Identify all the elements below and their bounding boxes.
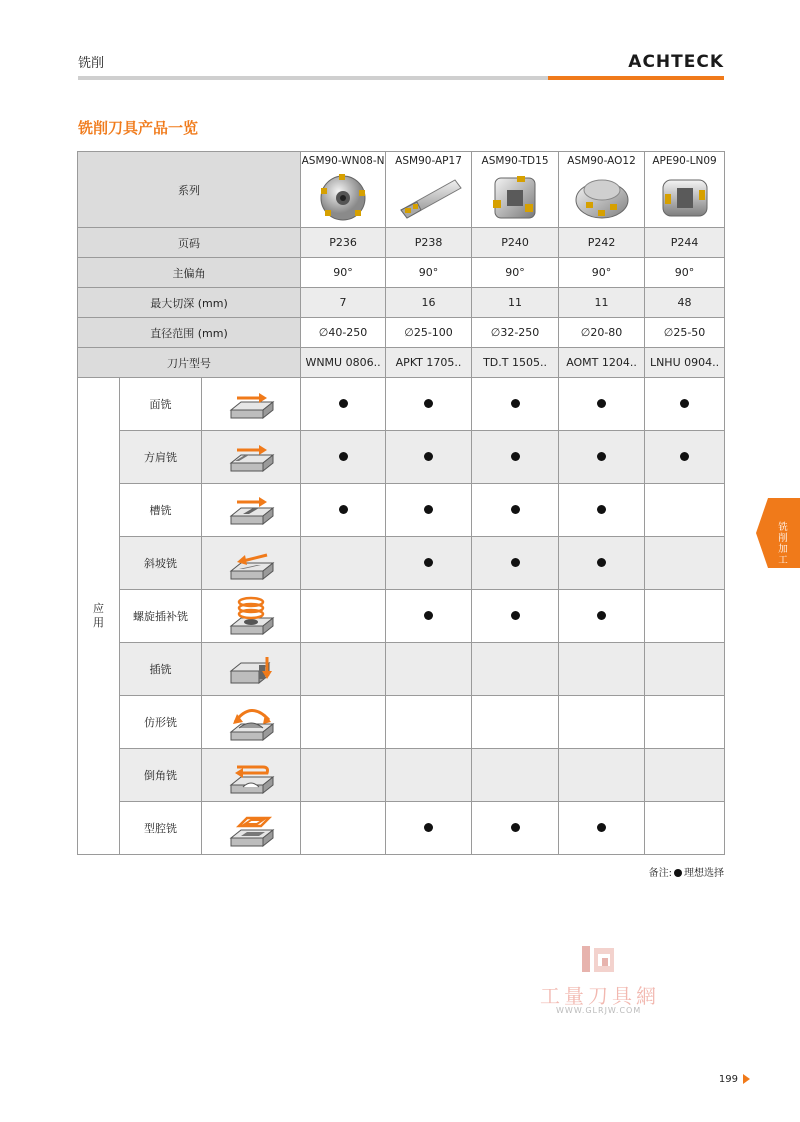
ramping-icon — [223, 573, 279, 586]
product-cell — [472, 152, 559, 228]
spec-label: 主偏角 — [78, 258, 301, 288]
spec-value: P242 — [559, 228, 645, 258]
ideal-choice-dot-icon — [424, 399, 433, 408]
ideal-choice-dot-icon — [339, 399, 348, 408]
application-mark-cell — [301, 431, 386, 484]
application-mark-cell — [386, 802, 472, 855]
face-mill-cutter-icon — [315, 170, 371, 224]
application-mark-cell — [645, 484, 725, 537]
application-mark-cell — [386, 643, 472, 696]
long-edge-cutter-icon — [657, 170, 713, 224]
spec-value: AOMT 1204.. — [559, 348, 645, 378]
spec-value: ∅25-100 — [386, 318, 472, 348]
application-row — [78, 696, 725, 749]
ideal-choice-dot-icon — [339, 452, 348, 461]
application-mark-cell — [472, 431, 559, 484]
application-mark-cell — [472, 749, 559, 802]
application-mark-cell — [386, 749, 472, 802]
application-name: 面铣 — [120, 378, 202, 431]
ideal-choice-dot-icon — [424, 823, 433, 832]
product-cell — [386, 152, 472, 228]
spec-value: P240 — [472, 228, 559, 258]
application-icon-cell — [202, 431, 301, 484]
application-row — [78, 643, 725, 696]
ideal-choice-dot-icon — [597, 823, 606, 832]
ideal-choice-dot-icon — [424, 611, 433, 620]
application-mark-cell — [559, 537, 645, 590]
application-name: 倒角铣 — [120, 749, 202, 802]
ideal-choice-dot-icon — [511, 611, 520, 620]
spec-value: 11 — [559, 288, 645, 318]
shell-mill-cutter-icon — [487, 170, 543, 224]
product-name: ASM90-AO12 — [567, 155, 636, 167]
application-mark-cell — [559, 643, 645, 696]
plunge-milling-icon — [223, 679, 279, 692]
ideal-choice-dot-icon — [424, 558, 433, 567]
ideal-choice-dot-icon — [680, 399, 689, 408]
spec-value: WNMU 0806.. — [301, 348, 386, 378]
spec-value: 90° — [301, 258, 386, 288]
application-mark-cell — [559, 431, 645, 484]
application-mark-cell — [386, 696, 472, 749]
application-row — [78, 590, 725, 643]
spec-value: 7 — [301, 288, 386, 318]
application-icon-cell — [202, 802, 301, 855]
spec-value: ∅25-50 — [645, 318, 725, 348]
header-divider-gray — [78, 76, 548, 80]
application-name: 槽铣 — [120, 484, 202, 537]
application-mark-cell — [472, 802, 559, 855]
application-icon-cell — [202, 643, 301, 696]
application-group-label — [78, 378, 120, 855]
product-name: ASM90-WN08-N — [301, 155, 385, 167]
application-row — [78, 431, 725, 484]
spec-value: 90° — [386, 258, 472, 288]
application-mark-cell — [559, 378, 645, 431]
product-table — [77, 151, 725, 855]
application-icon-cell — [202, 696, 301, 749]
application-icon-cell — [202, 537, 301, 590]
application-mark-cell — [386, 537, 472, 590]
ideal-choice-dot-icon — [339, 505, 348, 514]
application-mark-cell — [301, 590, 386, 643]
application-row — [78, 802, 725, 855]
product-name: ASM90-TD15 — [481, 155, 549, 167]
page-arrow-icon — [743, 1074, 750, 1084]
application-mark-cell — [301, 537, 386, 590]
application-mark-cell — [645, 802, 725, 855]
watermark-url: WWW.GLRJW.COM — [556, 1006, 642, 1015]
note-text: 理想选择 — [684, 868, 724, 879]
header-section-label: 铣削 — [78, 56, 105, 71]
application-icon-cell — [202, 749, 301, 802]
application-name: 方肩铣 — [120, 431, 202, 484]
application-mark-cell — [386, 431, 472, 484]
application-mark-cell — [472, 484, 559, 537]
application-mark-cell — [645, 643, 725, 696]
application-mark-cell — [386, 378, 472, 431]
pocket-milling-icon — [223, 838, 279, 851]
spec-value: 16 — [386, 288, 472, 318]
product-name: ASM90-AP17 — [395, 155, 462, 167]
spec-value: ∅32-250 — [472, 318, 559, 348]
ideal-choice-dot-icon — [424, 505, 433, 514]
application-name: 型腔铣 — [120, 802, 202, 855]
application-row — [78, 749, 725, 802]
product-name: APE90-LN09 — [652, 155, 717, 167]
application-mark-cell — [301, 802, 386, 855]
spec-value: APKT 1705.. — [386, 348, 472, 378]
application-row — [78, 484, 725, 537]
ideal-choice-dot-icon — [674, 869, 682, 877]
spec-row — [78, 318, 725, 348]
ideal-choice-dot-icon — [597, 558, 606, 567]
spec-value: P238 — [386, 228, 472, 258]
spec-value: TD.T 1505.. — [472, 348, 559, 378]
application-name: 仿形铣 — [120, 696, 202, 749]
page-title: 铣削刀具产品一览 — [78, 119, 199, 137]
chamfer-milling-icon — [223, 785, 279, 798]
spec-label: 最大切深 (mm) — [78, 288, 301, 318]
application-name: 斜坡铣 — [120, 537, 202, 590]
slot-milling-icon — [223, 520, 279, 533]
ideal-choice-dot-icon — [511, 823, 520, 832]
brand-logo: ACHTECK — [628, 52, 724, 72]
ideal-choice-dot-icon — [597, 505, 606, 514]
ideal-choice-dot-icon — [597, 399, 606, 408]
ideal-choice-dot-icon — [597, 611, 606, 620]
application-mark-cell — [301, 378, 386, 431]
product-cell — [301, 152, 386, 228]
application-mark-cell — [645, 749, 725, 802]
application-group-text: 应用 — [93, 602, 104, 629]
side-tab-label: 铣削加工 — [778, 522, 788, 566]
application-mark-cell — [472, 537, 559, 590]
product-header-row — [78, 152, 725, 228]
spec-value: 48 — [645, 288, 725, 318]
face-milling-icon — [223, 414, 279, 427]
end-mill-cutter-icon — [395, 170, 463, 224]
application-mark-cell — [645, 696, 725, 749]
page-number: 199 — [718, 1074, 738, 1085]
application-mark-cell — [472, 378, 559, 431]
square-shoulder-cutter-icon — [572, 170, 632, 224]
application-mark-cell — [386, 484, 472, 537]
series-label: 系列 — [78, 152, 301, 228]
spec-row — [78, 228, 725, 258]
application-mark-cell — [472, 590, 559, 643]
application-mark-cell — [559, 484, 645, 537]
application-mark-cell — [301, 749, 386, 802]
spec-value: ∅40-250 — [301, 318, 386, 348]
spec-value: ∅20-80 — [559, 318, 645, 348]
ideal-choice-dot-icon — [511, 452, 520, 461]
watermark-text: 工量刀具網 — [540, 984, 660, 1008]
application-name: 螺旋插补铣 — [120, 590, 202, 643]
spec-label: 页码 — [78, 228, 301, 258]
application-row — [78, 378, 725, 431]
ideal-choice-dot-icon — [597, 452, 606, 461]
legend-note — [649, 864, 724, 879]
spec-value: P236 — [301, 228, 386, 258]
application-icon-cell — [202, 590, 301, 643]
application-mark-cell — [472, 696, 559, 749]
header-divider-orange — [548, 76, 724, 80]
spec-label: 直径范围 (mm) — [78, 318, 301, 348]
profile-milling-icon — [223, 732, 279, 745]
ideal-choice-dot-icon — [680, 452, 689, 461]
application-icon-cell — [202, 484, 301, 537]
application-mark-cell — [559, 696, 645, 749]
application-mark-cell — [301, 484, 386, 537]
shoulder-milling-icon — [223, 467, 279, 480]
application-mark-cell — [559, 590, 645, 643]
helical-interpolation-icon — [223, 626, 279, 639]
application-icon-cell — [202, 378, 301, 431]
product-cell — [645, 152, 725, 228]
spec-row — [78, 288, 725, 318]
application-mark-cell — [386, 590, 472, 643]
application-mark-cell — [645, 431, 725, 484]
application-mark-cell — [559, 749, 645, 802]
spec-value: 11 — [472, 288, 559, 318]
application-mark-cell — [645, 378, 725, 431]
product-cell — [559, 152, 645, 228]
spec-label: 刀片型号 — [78, 348, 301, 378]
ideal-choice-dot-icon — [511, 505, 520, 514]
spec-row — [78, 348, 725, 378]
ideal-choice-dot-icon — [511, 558, 520, 567]
spec-value: 90° — [645, 258, 725, 288]
application-name: 插铣 — [120, 643, 202, 696]
ideal-choice-dot-icon — [511, 399, 520, 408]
application-mark-cell — [645, 590, 725, 643]
application-mark-cell — [472, 643, 559, 696]
application-mark-cell — [301, 643, 386, 696]
application-mark-cell — [559, 802, 645, 855]
spec-value: P244 — [645, 228, 725, 258]
ideal-choice-dot-icon — [424, 452, 433, 461]
application-mark-cell — [301, 696, 386, 749]
watermark-logo-icon — [580, 944, 620, 976]
spec-value: LNHU 0904.. — [645, 348, 725, 378]
application-mark-cell — [645, 537, 725, 590]
application-row — [78, 537, 725, 590]
spec-row — [78, 258, 725, 288]
spec-value: 90° — [559, 258, 645, 288]
note-prefix: 备注: — [648, 868, 672, 879]
spec-value: 90° — [472, 258, 559, 288]
